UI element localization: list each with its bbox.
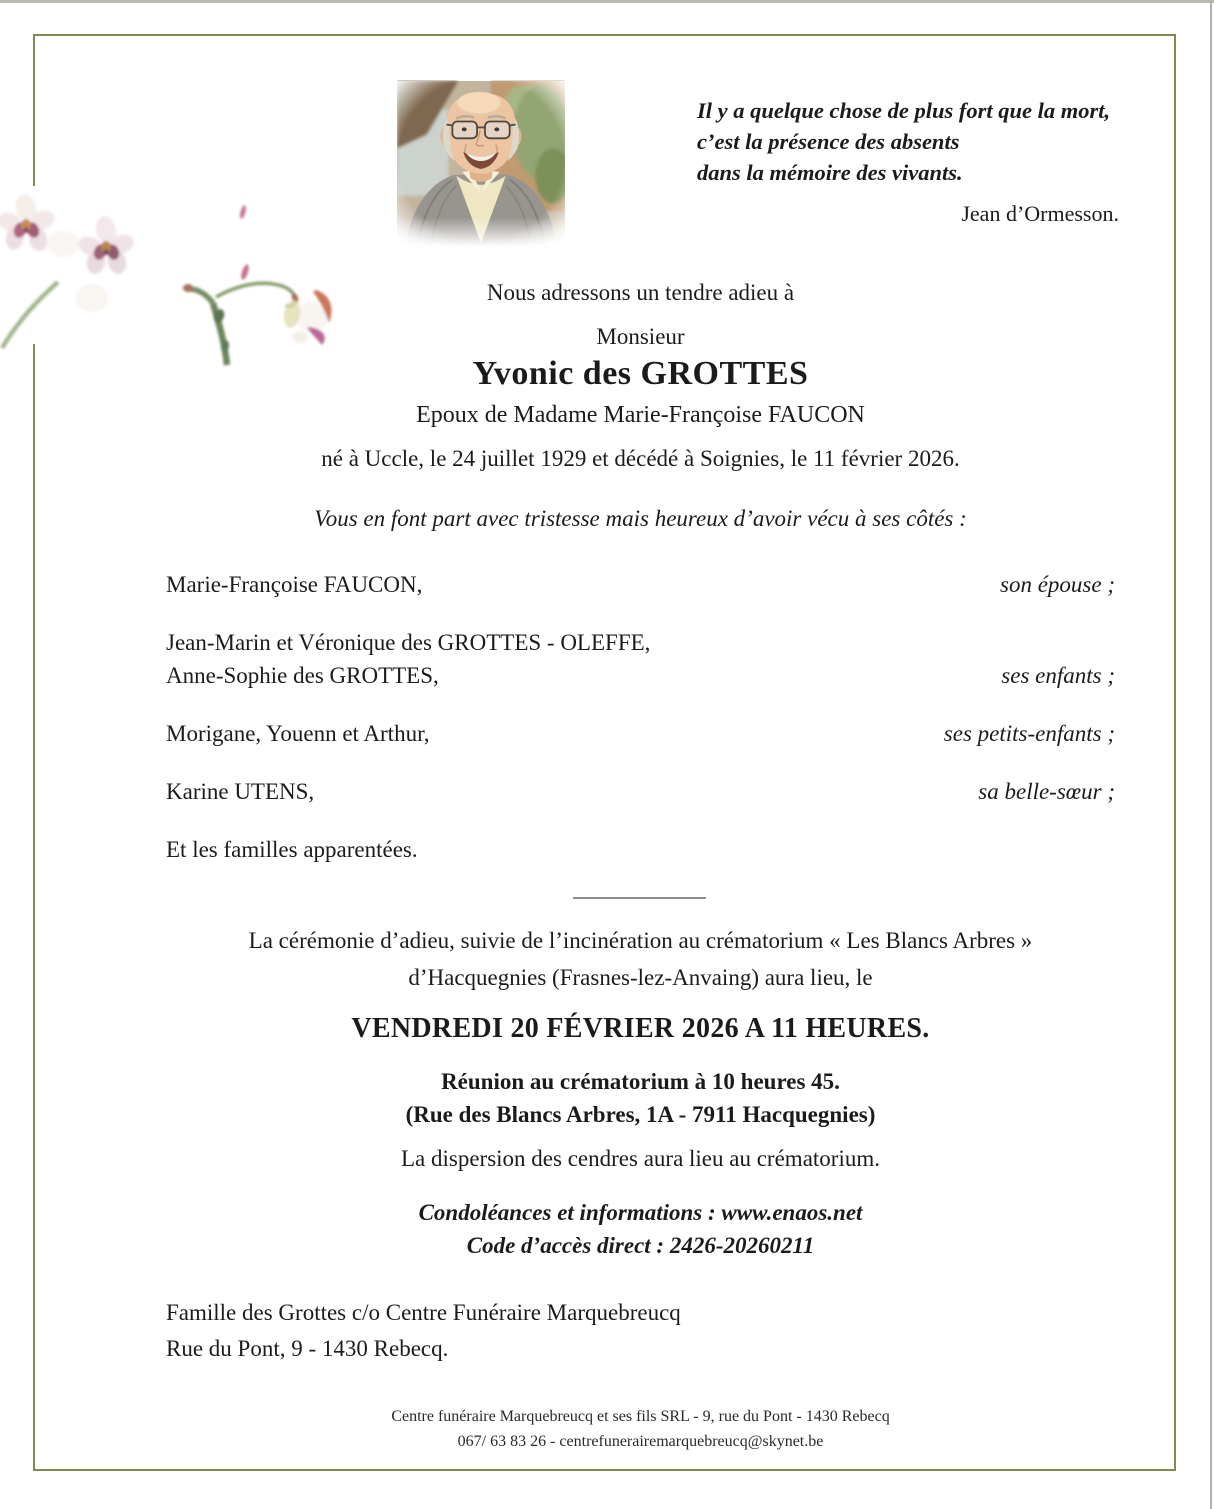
contact-line-1: Famille des Grottes c/o Centre Funéraire Marquebreucq — [166, 1300, 681, 1325]
memorial-quote — [697, 95, 1123, 229]
family-relation: ses enfants ; — [1001, 663, 1115, 688]
deceased-title: Monsieur — [596, 324, 685, 349]
quote-attribution: Jean d’Ormesson. — [961, 201, 1119, 226]
footer-line-2: 067/ 63 83 26 - centrefunerairemarquebreucq@skynet.be — [457, 1433, 824, 1450]
quote-line: c’est la présence des absents — [697, 129, 960, 154]
family-entry — [166, 717, 1115, 750]
family-names — [166, 626, 650, 692]
meeting-info — [166, 1065, 1115, 1131]
contact-block — [166, 1295, 681, 1367]
spouse-line: Epoux de Madame Marie-Françoise FAUCON — [416, 402, 865, 428]
family-list — [166, 568, 1115, 891]
family-name-line: Marie-Françoise FAUCON, — [166, 572, 423, 597]
family-entry — [166, 833, 1115, 866]
family-name-line: Et les familles apparentées. — [166, 837, 418, 862]
condolences-info — [166, 1196, 1115, 1262]
family-name-line: Anne-Sophie des GROTTES, — [166, 663, 439, 688]
family-entry — [166, 626, 1115, 692]
condolences-line: Condoléances et informations : www.enaos.net — [418, 1200, 863, 1225]
deceased-name: Yvonic des GROTTES — [472, 355, 809, 392]
family-relation: ses petits-enfants ; — [943, 721, 1115, 746]
family-intro: Vous en font part avec tristesse mais heureux d’avoir vécu à ses côtés : — [314, 506, 967, 531]
family-names — [166, 833, 418, 866]
family-entry — [166, 568, 1115, 601]
scan-edge-right — [1210, 0, 1212, 1509]
meeting-address: (Rue des Blancs Arbres, 1A - 7911 Hacquegnies) — [405, 1102, 876, 1127]
ceremony-datetime: VENDREDI 20 FÉVRIER 2026 A 11 HEURES. — [351, 1013, 930, 1044]
family-name-line: Jean-Marin et Véronique des GROTTES - OLEFFE, — [166, 630, 651, 655]
footer — [166, 1404, 1115, 1454]
footer-line-1: Centre funéraire Marquebreucq et ses fils SRL - 9, rue du Pont - 1430 Rebecq — [391, 1408, 890, 1425]
ceremony-line: La cérémonie d’adieu, suivie de l’incinération au crématorium « Les Blancs Arbres » — [248, 928, 1033, 953]
quote-line: Il y a quelque chose de plus fort que la mort, — [697, 98, 1111, 123]
announcement-intro: Nous adressons un tendre adieu à — [486, 280, 795, 305]
family-names — [166, 568, 422, 601]
family-relation: sa belle-sœur ; — [978, 779, 1115, 804]
life-dates: né à Uccle, le 24 juillet 1929 et décédé à Soignies, le 11 février 2026. — [321, 446, 960, 471]
elderly-man-photo — [397, 80, 565, 248]
family-entry — [166, 775, 1115, 808]
family-names — [166, 775, 314, 808]
family-name-line: Karine UTENS, — [166, 779, 315, 804]
meeting-line: Réunion au crématorium à 10 heures 45. — [441, 1069, 840, 1094]
quote-text — [697, 95, 1123, 188]
contact-line-2: Rue du Pont, 9 - 1430 Rebecq. — [166, 1336, 449, 1361]
family-name-line: Morigane, Youenn et Arthur, — [166, 721, 430, 746]
access-code-line: Code d’accès direct : 2426-20260211 — [466, 1233, 815, 1258]
family-relation: son épouse ; — [1000, 572, 1115, 597]
quote-line: dans la mémoire des vivants. — [697, 160, 963, 185]
scan-edge-top — [0, 0, 1214, 3]
dispersion-line: La dispersion des cendres aura lieu au crématorium. — [401, 1146, 880, 1171]
ceremony-text — [166, 922, 1115, 996]
portrait-photo — [397, 80, 565, 248]
family-names — [166, 717, 430, 750]
section-divider — [573, 897, 706, 899]
ceremony-line: d’Hacquegnies (Frasnes-lez-Anvaing) aura lieu, le — [408, 965, 873, 990]
